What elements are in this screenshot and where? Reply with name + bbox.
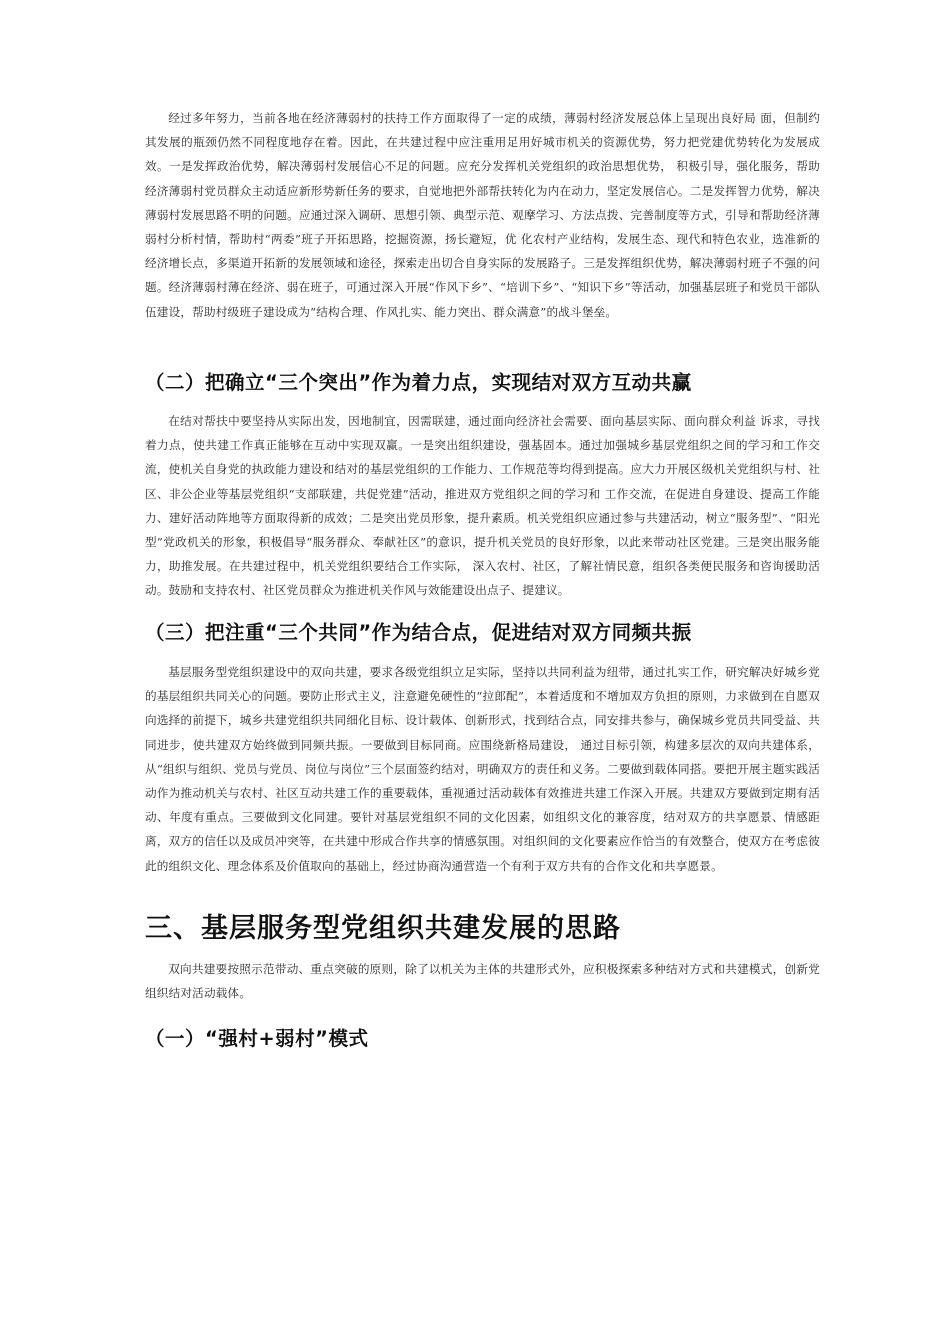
heading-three-highlights: （二）把确立“三个突出”作为着力点，实现结对双方互动共赢 xyxy=(145,371,692,394)
section-heading-development-ideas: 三、基层服务型党组织共建发展的思路 xyxy=(145,913,621,944)
paragraph-intro-advantages: 经过多年努力，当前各地在经济薄弱村的扶持工作方面取得了一定的成绩，薄弱村经济发展总体上呈现出良好局 面，但制约其发展的瓶颈仍然不同程度地存在着。因此，在共建过程中应注重用足用好城市机关的资源优势，努力把党建优势转化为发展成效。一是发挥政治优势，解决薄弱村发展信心不足的问题。应充分发挥机关党组织的政治思想优势， 积极引导，强化服务，帮助经济薄弱村党员群众主动适应新形势新任务的要求，自觉地把外部帮扶转化为内在动力，坚定发展信心。二是发挥智力优势，解决薄弱村发展思路不明的问题。应通过深入调研、思想引领、典型示范、观摩学习、方法点拨、完善制度等方式，引导和帮助经济薄弱村分析村情，帮助村“两委”班子开拓思路，挖掘资源，扬长避短，优 化农村产业结构，发展生态、现代和特色农业，选准新的经济增长点，多渠道开拓新的发展领域和途径，探索走出切合自身实际的发展路子。三是发挥组织优势，解决薄弱村班子不强的问题。经济薄弱村薄在经济、弱在班子，可通过深入开展“作风下乡”、“培训下乡”、“知识下乡”等活动，加强基层班子和党员干部队伍建设，帮助村级班子建设成为“结构合理、作风扎实、能力突出、群众满意”的战斗堡垒。 xyxy=(145,111,820,319)
heading-three-commons: （三）把注重“三个共同”作为结合点，促进结对双方同频共振 xyxy=(145,621,692,644)
heading-strong-weak-village-model: （一）“强村+弱村”模式 xyxy=(145,1027,369,1050)
paragraph-three-commons: 基层服务型党组织建设中的双向共建，要求各级党组织立足实际，坚持以共同利益为纽带，通过扎实工作，研究解决好城乡党的基层组织共同关心的问题。要防止形式主义，注意避免硬性的“拉郎配”，本着适度和不增加双方负担的原则，力求做到在自愿双向选择的前提下，城乡共建党组织共同细化目标、设计载体、创新形式，找到结合点，同安排共参与，确保城乡党员共同受益、共同进步，使共建双方始终做到同频共振。一要做到目标同商。应围绕新格局建设， 通过目标引领，构建多层次的双向共建体系，从“组织与组织、党员与党员、岗位与岗位”三个层面签约结对，明确双方的责任和义务。二要做到载体同搭。要把开展主题实践活动作为推动机关与农村、社区互动共建工作的重要载体，重视通过活动载体有效推进共建工作深入开展。共建双方要做到定期有活动、年度有重点。三要做到文化同建。要针对基层党组织不同的文化因素，如组织文化的兼容度，结对双方的共享愿景、情感距离，双方的信任以及成员冲突等，在共建中形成合作共享的情感氛围。对组织间的文化要素应作恰当的有效整合，使双方在考虑彼此的组织文化、理念体系及价值取向的基础上，经过协商沟通营造一个有利于双方共有的合作文化和共享愿景。 xyxy=(145,665,820,873)
paragraph-three-highlights: 在结对帮扶中要坚持从实际出发，因地制宜，因需联建，通过面向经济社会需要、面向基层实际、面向群众利益 诉求，寻找着力点，使共建工作真正能够在互动中实现双赢。一是突出组织建设，强基固本。通过加强城乡基层党组织之间的学习和工作交流，使机关自身党的执政能力建设和结对的基层党组织的工作能力、工作规范等均得到提高。应大力开展区级机关党组织与村、社区、非公企业等基层党组织“支部联建，共促党建”活动，推进双方党组织之间的学习和 工作交流，在促进自身建设、提高工作能力、建好活动阵地等方面取得新的成效；二是突出党员形象，提升素质。机关党组织应通过参与共建活动，树立“服务型”、“阳光型”党政机关的形象，积极倡导“服务群众、奉献社区”的意识，提升机关党员的良好形象，以此来带动社区党建。三是突出服务能力，助推发展。在共建过程中，机关党组织要结合工作实际， 深入农村、社区，了解社情民意，组织各类便民服务和咨询援助活动。鼓励和支持农村、社区党员群众为推进机关作风与效能建设出点子、提建议。 xyxy=(145,414,820,598)
paragraph-development-ideas: 双向共建要按照示范带动、重点突破的原则，除了以机关为主体的共建形式外，应积极探索多种结对方式和共建模式，创新党组织结对活动载体。 xyxy=(145,962,820,1001)
